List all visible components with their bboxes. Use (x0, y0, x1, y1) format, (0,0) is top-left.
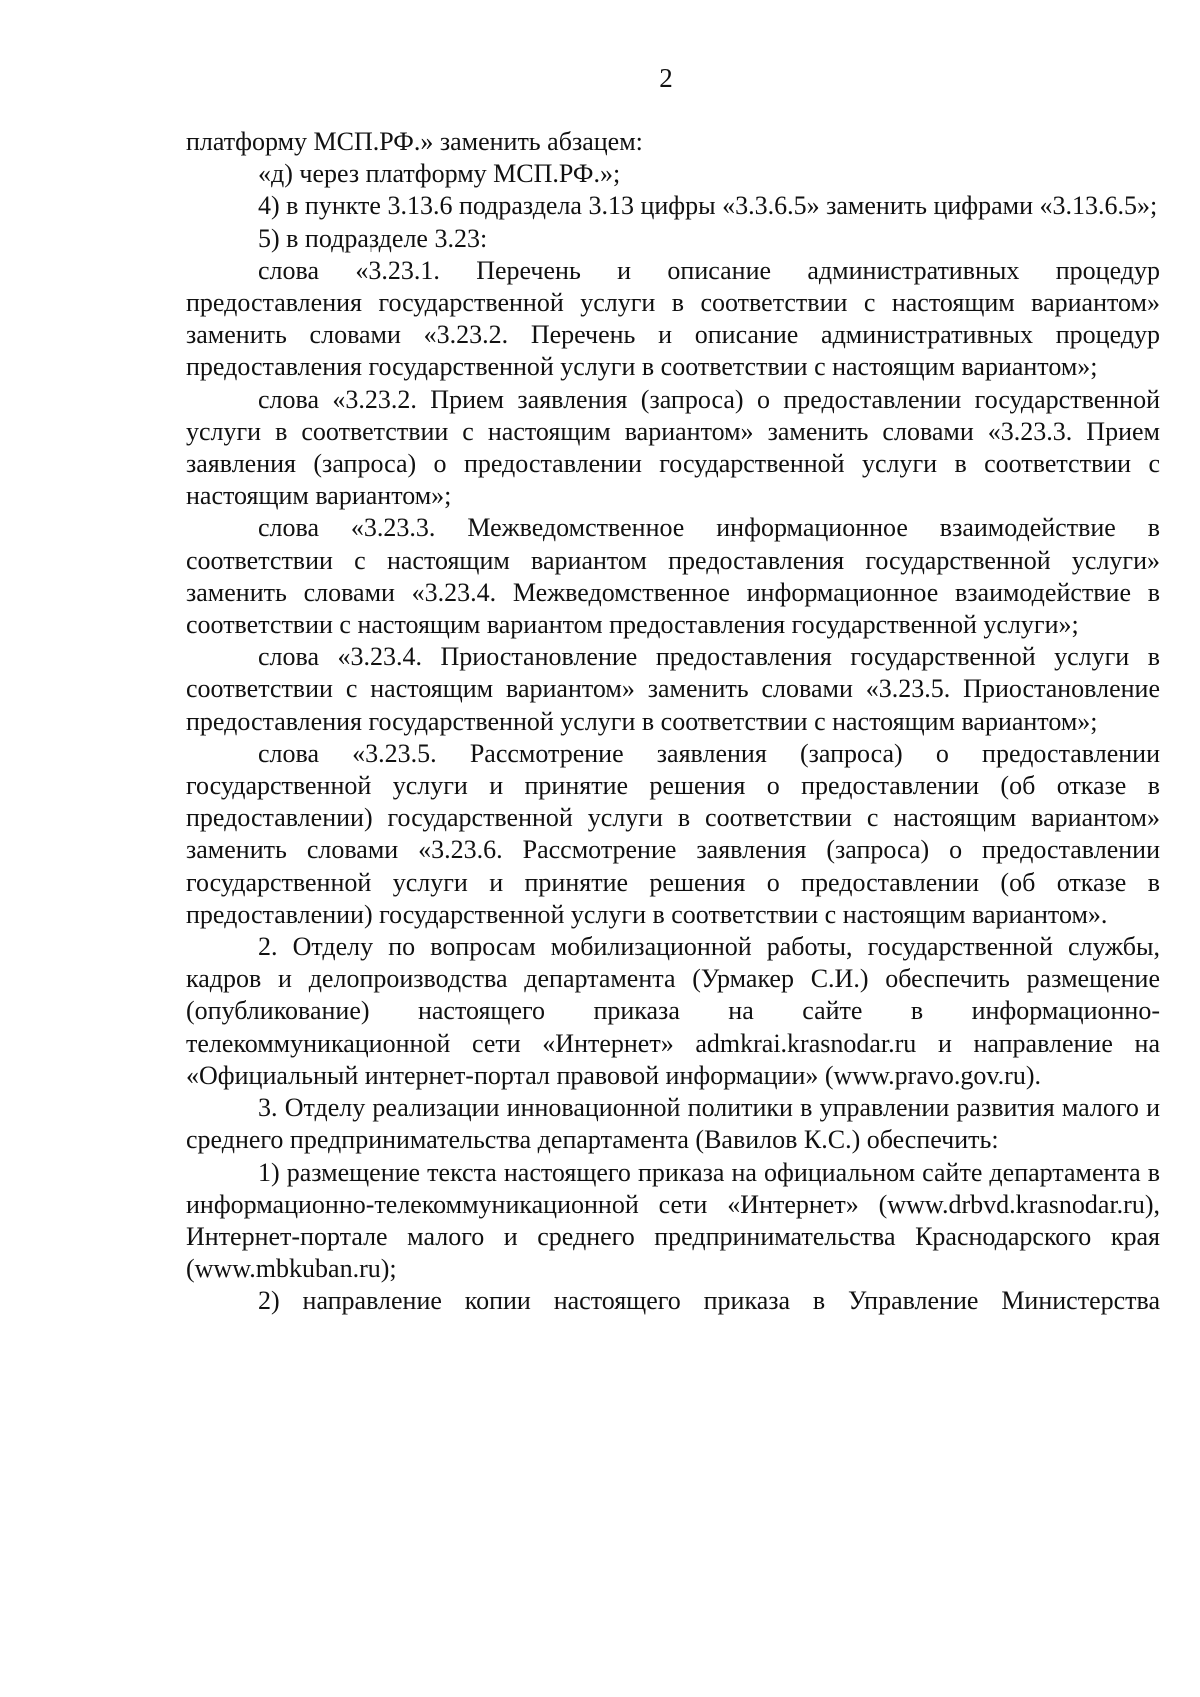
paragraph-7: слова «3.23.3. Межведомственное информационное взаимодействие в соответствии с настоящим вариантом предоставления государственной услуги» заменить словами «3.23.4. Межведомственное информационное взаимодействие в соответствии с настоящим вариантом предоставления государственной услуги»; (186, 513, 1160, 640)
paragraph-6: слова «3.23.2. Прием заявления (запроса) о предоставлении государственной услуги в соответствии с настоящим вариантом» заменить словами «3.23.3. Прием заявления (запроса) о предоставлении государственной услуги в соответствии с настоящим вариантом»; (186, 384, 1160, 511)
paragraph-13: 2) направление копии настоящего приказа в Управление Министерства (258, 1286, 1160, 1316)
paragraph-12: 1) размещение текста настоящего приказа на официальном сайте департамента в информационно-телекоммуникационной сети «Интернет» (www.drbvd.krasnodar.ru), Интернет-портале малого и среднего предпринимательства Краснодарского края (www.mbkuban.ru); (186, 1157, 1160, 1284)
paragraph-1: платформу МСП.РФ.» заменить абзацем: (186, 127, 643, 156)
paragraph-5: слова «3.23.1. Перечень и описание административных процедур предоставления государственной услуги в соответствии с настоящим вариантом» заменить словами «3.23.2. Перечень и описание административных процедур предоставления государственной услуги в соответствии с настоящим вариантом»; (186, 255, 1160, 382)
paragraph-4: 5) в подразделе 3.23: (258, 223, 488, 253)
paragraph-3: 4) в пункте 3.13.6 подраздела 3.13 цифры «3.3.6.5» заменить цифрами «3.13.6.5»; (258, 191, 1158, 221)
page-number: 2 (659, 63, 673, 93)
document-body (186, 126, 1160, 1318)
paragraph-11: 3. Отделу реализации инновационной политики в управлении развития малого и среднего предпринимательства департамента (Вавилов К.С.) обеспечить: (186, 1093, 1160, 1155)
paragraph-9: слова «3.23.5. Рассмотрение заявления (запроса) о предоставлении государственной услуги и принятие решения о предоставлении (об отказе в предоставлении) государственной услуги в соответствии с настоящим вариантом» заменить словами «3.23.6. Рассмотрение заявления (запроса) о предоставлении государственной услуги и принятие решения о предоставлении (об отказе в предоставлении) государственной услуги в соответствии с настоящим вариантом». (186, 738, 1160, 929)
paragraph-8: слова «3.23.4. Приостановление предоставления государственной услуги в соответствии с настоящим вариантом» заменить словами «3.23.5. Приостановление предоставления государственной услуги в соответствии с настоящим вариантом»; (186, 642, 1160, 736)
paragraph-10: 2. Отделу по вопросам мобилизационной работы, государственной службы, кадров и делопроизводства департамента (Урмакер С.И.) обеспечить размещение (опубликование) настоящего приказа на сайте в информационно-телекоммуникационной сети «Интернет» admkrai.krasnodar.ru и направление на «Официальный интернет-портал правовой информации» (www.pravo.gov.ru). (186, 932, 1160, 1090)
paragraph-2: «д) через платформу МСП.РФ.»; (258, 159, 621, 189)
